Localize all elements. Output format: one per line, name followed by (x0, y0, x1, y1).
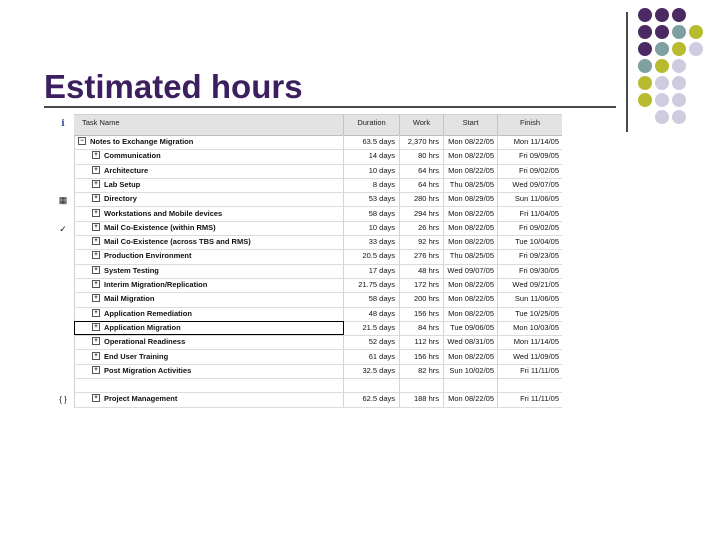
finish-cell[interactable]: Mon 10/03/05 (513, 322, 559, 332)
start-cell[interactable]: Mon 08/22/05 (444, 307, 498, 321)
duration-cell[interactable]: 48 days (344, 307, 400, 321)
task-name-label: End User Training (104, 351, 169, 361)
task-name-cell[interactable] (74, 235, 344, 249)
finish-cell[interactable]: Fri 09/02/05 (518, 165, 559, 175)
expand-icon[interactable]: + (92, 280, 100, 288)
start-cell[interactable]: Mon 08/22/05 (444, 278, 498, 292)
task-name-cell[interactable] (74, 249, 344, 263)
expand-icon[interactable]: + (92, 337, 100, 345)
decor-dot (672, 93, 686, 107)
check-icon: ✓ (59, 224, 67, 234)
decor-dot (655, 110, 669, 124)
table-row[interactable] (74, 307, 562, 322)
expand-icon[interactable]: + (92, 352, 100, 360)
decor-dot (689, 25, 703, 39)
work-cell[interactable]: 294 hrs (400, 207, 444, 221)
start-cell[interactable]: Mon 08/22/05 (444, 350, 498, 364)
expand-icon[interactable]: + (92, 394, 100, 402)
work-cell[interactable]: 156 hrs (400, 307, 444, 321)
task-name-label: Post Migration Activities (104, 365, 192, 375)
decor-dot (655, 93, 669, 107)
task-name-cell[interactable] (74, 164, 344, 178)
table-row[interactable] (74, 335, 562, 350)
decor-dot (689, 42, 703, 56)
info-icon: i (61, 119, 65, 129)
finish-cell[interactable]: Sun 11/06/05 (514, 194, 559, 204)
table-row[interactable] (74, 192, 562, 207)
expand-icon[interactable]: + (92, 223, 100, 231)
start-cell[interactable]: Mon 08/22/05 (444, 235, 498, 249)
duration-cell[interactable] (344, 378, 400, 392)
work-cell[interactable]: 48 hrs (400, 264, 444, 278)
expand-icon[interactable]: + (92, 237, 100, 245)
duration-cell[interactable]: 8 days (344, 178, 400, 192)
work-cell[interactable]: 64 hrs (400, 164, 444, 178)
task-name-cell[interactable] (74, 321, 344, 335)
start-cell[interactable]: Mon 08/22/05 (444, 207, 498, 221)
decor-dot (655, 59, 669, 73)
start-cell[interactable]: Wed 08/31/05 (444, 335, 498, 349)
work-cell[interactable]: 26 hrs (400, 221, 444, 235)
duration-cell[interactable]: 10 days (344, 221, 400, 235)
duration-cell[interactable]: 58 days (344, 292, 400, 306)
work-cell[interactable]: 276 hrs (400, 249, 444, 263)
finish-cell[interactable]: Fri 11/04/05 (519, 208, 559, 218)
decor-dot (672, 59, 686, 73)
calendar-icon: ▦ (58, 195, 68, 205)
start-cell[interactable]: Wed 09/07/05 (444, 264, 498, 278)
decor-dot (638, 76, 652, 90)
header-task-name[interactable]: Task Name (74, 115, 344, 135)
duration-cell[interactable]: 10 days (344, 164, 400, 178)
finish-cell[interactable]: Wed 11/09/05 (512, 351, 559, 361)
start-cell[interactable]: Mon 08/22/05 (444, 221, 498, 235)
work-cell[interactable]: 84 hrs (400, 321, 444, 335)
task-name-label: Operational Readiness (104, 337, 186, 347)
table-row[interactable] (74, 321, 562, 336)
task-name-cell[interactable] (74, 178, 344, 192)
finish-cell[interactable]: Sun 11/06/05 (514, 294, 559, 304)
task-name-label: Interim Migration/Replication (104, 280, 208, 289)
task-name-cell[interactable] (74, 378, 344, 392)
decor-dot (638, 25, 652, 39)
table-row[interactable] (74, 135, 562, 150)
start-cell[interactable]: Mon 08/22/05 (444, 164, 498, 178)
table-row[interactable] (74, 207, 562, 222)
finish-cell[interactable]: Mon 11/14/05 (513, 137, 559, 146)
table-row[interactable] (74, 178, 562, 193)
expand-icon[interactable]: + (92, 209, 100, 217)
task-name-label: Application Remediation (104, 308, 192, 318)
task-name-label: Architecture (104, 165, 149, 175)
task-name-cell[interactable] (74, 192, 344, 206)
work-cell[interactable]: 172 hrs (400, 278, 444, 292)
finish-cell[interactable]: Wed 09/07/05 (512, 179, 559, 189)
expand-icon[interactable]: + (92, 309, 100, 317)
expand-icon[interactable]: + (92, 194, 100, 202)
decor-dot (672, 76, 686, 90)
duration-cell[interactable]: 61 days (344, 350, 400, 364)
collapse-icon[interactable]: − (78, 137, 86, 145)
duration-cell[interactable]: 17 days (344, 264, 400, 278)
finish-cell[interactable]: Fri 11/11/05 (520, 394, 559, 404)
decor-dot (672, 110, 686, 124)
duration-cell[interactable]: 58 days (344, 207, 400, 221)
work-cell[interactable]: 112 hrs (400, 335, 444, 349)
finish-cell[interactable]: Tue 10/04/05 (515, 237, 559, 247)
start-cell[interactable]: Thu 08/25/05 (444, 249, 498, 263)
work-cell[interactable] (400, 378, 444, 392)
work-cell[interactable]: 188 hrs (400, 392, 444, 406)
task-name-cell[interactable] (74, 135, 344, 149)
work-cell[interactable]: 2,370 hrs (400, 135, 444, 149)
expand-icon[interactable]: + (92, 366, 100, 374)
finish-cell[interactable]: Fri 11/11/05 (520, 365, 559, 375)
task-name-cell[interactable] (74, 278, 344, 292)
table-row[interactable] (74, 164, 562, 179)
header-start[interactable]: Start (444, 115, 498, 135)
start-cell[interactable]: Mon 08/22/05 (444, 135, 498, 149)
duration-cell[interactable]: 21.75 days (344, 278, 400, 292)
work-cell[interactable]: 200 hrs (400, 292, 444, 306)
table-row[interactable] (74, 378, 562, 393)
task-name-label: Production Environment (104, 251, 192, 261)
expand-icon[interactable]: + (92, 166, 100, 174)
slide-title: Estimated hours (44, 68, 303, 105)
header-finish[interactable]: Finish (519, 118, 540, 127)
duration-cell[interactable]: 14 days (344, 149, 400, 163)
expand-icon[interactable]: + (92, 151, 100, 159)
duration-cell[interactable]: 32.5 days (344, 364, 400, 378)
task-name-label: Lab Setup (104, 179, 141, 189)
work-cell[interactable]: 156 hrs (400, 350, 444, 364)
table-row[interactable] (74, 264, 562, 279)
work-cell[interactable]: 82 hrs (400, 364, 444, 378)
task-name-label: Project Management (104, 394, 178, 404)
task-name-cell[interactable] (74, 335, 344, 349)
decor-dot (638, 42, 652, 56)
decor-dot (655, 8, 669, 22)
duration-cell[interactable]: 20.5 days (344, 249, 400, 263)
duration-cell[interactable]: 62.5 days (344, 392, 400, 406)
work-cell[interactable]: 280 hrs (400, 192, 444, 206)
table-row[interactable] (74, 149, 562, 164)
project-task-grid (52, 114, 562, 408)
duration-cell[interactable]: 52 days (344, 335, 400, 349)
task-name-label: Directory (104, 194, 137, 204)
task-name-label: Communication (104, 151, 161, 161)
task-name-cell[interactable] (74, 292, 344, 306)
work-cell[interactable]: 92 hrs (400, 235, 444, 249)
decor-dot (672, 8, 686, 22)
header-duration[interactable]: Duration (344, 115, 400, 135)
task-name-cell[interactable] (74, 364, 344, 378)
finish-cell[interactable]: Fri 09/09/05 (518, 151, 559, 161)
header-work[interactable]: Work (400, 115, 444, 135)
start-cell[interactable]: Sun 10/02/05 (444, 364, 498, 378)
decor-dot (672, 25, 686, 39)
finish-cell[interactable]: Tue 10/25/05 (515, 308, 559, 318)
start-cell[interactable]: Mon 08/22/05 (444, 149, 498, 163)
duration-cell[interactable]: 21.5 days (344, 321, 400, 335)
table-row[interactable] (74, 221, 562, 236)
task-name-label: Mail Co-Existence (within RMS) (104, 222, 216, 232)
expand-icon[interactable]: + (92, 266, 100, 274)
table-row[interactable] (74, 350, 562, 365)
decor-dot (638, 93, 652, 107)
table-row[interactable] (74, 278, 562, 293)
decor-dot (638, 8, 652, 22)
task-name-label: Mail Migration (104, 294, 155, 304)
duration-cell[interactable]: 53 days (344, 192, 400, 206)
decor-dot (655, 25, 669, 39)
work-cell[interactable]: 64 hrs (400, 178, 444, 192)
task-name-label: Notes to Exchange Migration (90, 137, 194, 146)
expand-icon[interactable]: + (92, 294, 100, 302)
work-cell[interactable]: 80 hrs (400, 149, 444, 163)
task-name-label: Mail Co-Existence (across TBS and RMS) (104, 237, 251, 247)
task-name-label: Application Migration (104, 322, 181, 332)
start-cell[interactable] (444, 378, 498, 392)
expand-icon[interactable]: + (92, 251, 100, 259)
table-row[interactable] (74, 392, 562, 407)
indicators-column (52, 114, 75, 408)
table-row[interactable] (74, 249, 562, 264)
start-cell[interactable]: Mon 08/22/05 (444, 392, 498, 406)
corner-divider (626, 12, 628, 132)
task-name-cell[interactable] (74, 264, 344, 278)
title-underline (44, 106, 616, 108)
task-name-label: Workstations and Mobile devices (104, 208, 223, 218)
task-name-cell[interactable] (74, 350, 344, 364)
start-cell[interactable]: Mon 08/22/05 (444, 292, 498, 306)
task-name-cell[interactable] (74, 307, 344, 321)
expand-icon[interactable]: + (92, 323, 100, 331)
decor-dot (638, 59, 652, 73)
table-row[interactable] (74, 364, 562, 379)
decor-dot (655, 42, 669, 56)
start-cell[interactable]: Tue 09/06/05 (444, 321, 498, 335)
start-cell[interactable]: Mon 08/29/05 (444, 192, 498, 206)
table-header (74, 114, 562, 136)
table-row[interactable] (74, 292, 562, 307)
decor-dot (655, 76, 669, 90)
finish-cell[interactable]: Mon 11/14/05 (513, 337, 559, 347)
finish-cell[interactable]: Fri 09/02/05 (518, 222, 559, 232)
expand-icon[interactable]: + (92, 180, 100, 188)
finish-cell[interactable]: Wed 09/21/05 (512, 280, 559, 289)
duration-cell[interactable]: 33 days (344, 235, 400, 249)
duration-cell[interactable]: 63.5 days (344, 135, 400, 149)
task-name-cell[interactable] (74, 221, 344, 235)
finish-cell[interactable]: Fri 09/30/05 (518, 265, 559, 275)
task-name-label: System Testing (104, 265, 159, 275)
brackets-icon: { } (59, 395, 67, 404)
task-name-cell[interactable] (74, 149, 344, 163)
table-row[interactable] (74, 235, 562, 250)
task-name-cell[interactable] (74, 207, 344, 221)
finish-cell[interactable] (498, 378, 562, 392)
decor-dot (672, 42, 686, 56)
finish-cell[interactable]: Fri 09/23/05 (518, 251, 559, 261)
task-name-cell[interactable] (74, 392, 344, 406)
start-cell[interactable]: Thu 08/25/05 (444, 178, 498, 192)
